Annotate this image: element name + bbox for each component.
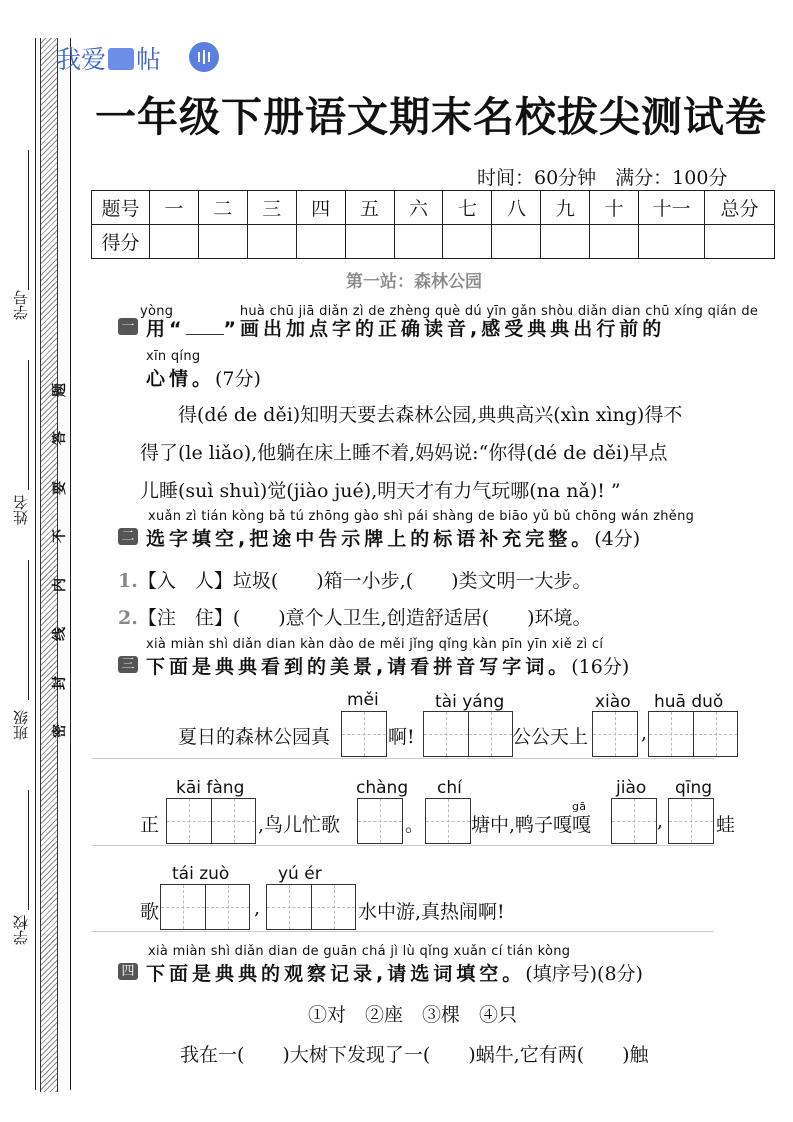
student-id-label: 学号 [12,290,30,320]
q4-pinyin: xià miàn shì diǎn dian de guān chá jì lù qǐng xuǎn cí tián kòng [148,944,571,959]
grid-cell[interactable] [311,885,355,929]
q3-score: (16分) [571,656,630,678]
q3-number: 三 [118,656,138,673]
q3-instruction [146,652,629,679]
q1-instruction-2 [146,364,261,391]
q3-row2-text: ,鸟儿忙歌 [258,814,341,836]
q2-item-1-number: 1. [118,570,138,592]
table-cell: 三 [247,191,296,225]
q3-pinyin-taiyang: tài yáng [435,692,505,712]
q4-sentence-line[interactable]: 我在一( )大树下发现了一( )蜗牛,它有两( )触 [180,1044,649,1066]
q3-pinyin-qing: qīng [675,778,713,798]
score-cell[interactable] [198,225,247,259]
q2-item-1[interactable] [118,566,592,593]
q3-row2-text: 塘中,鸭子嘎嘎 [471,814,592,836]
seal-char: 题 [52,383,68,397]
q3-text: 下面是典典看到的美景,请看拼音写字词。 [146,656,572,678]
q3-pinyin-huaduo: huā duǒ [654,692,724,712]
q2-score: (4分) [594,528,641,550]
q3-pinyin-chang: chàng [356,778,409,798]
q3-row1-text: 夏日的森林公园真 [178,726,331,748]
q3-row2-text: 。 [405,814,425,836]
writing-grid[interactable] [166,798,256,844]
q1-text-b: ”画出加点字的正确读音,感受典典出行前的 [223,318,666,340]
table-cell: 得分 [92,225,150,259]
grid-cell[interactable] [612,799,656,843]
score-cell[interactable] [705,225,775,259]
binding-line [70,38,71,1090]
score-cell[interactable] [149,225,198,259]
q1-passage-line[interactable]: 得了(le liǎo),他躺在床上睡不着,妈妈说:“你得(dé de děi)早点 [140,442,668,464]
table-cell: 六 [394,191,443,225]
table-cell: 九 [541,191,590,225]
school-label: 学校 [12,915,30,945]
name-line [28,360,29,490]
table-cell: 八 [492,191,541,225]
logo-circle-icon [189,42,219,72]
school-line [28,790,29,910]
q3-pinyin-ga: gā [572,800,587,813]
q3-comma: , [657,810,664,832]
q1-text-2: 心情。 [146,368,216,390]
table-cell: 十一 [639,191,705,225]
writing-grid[interactable] [357,798,403,844]
seal-char: 封 [52,676,68,690]
section-station-title: 第一站：森林公园 [346,272,482,292]
q4-instruction [146,959,643,986]
q3-pinyin-taizuo: tái zuò [172,864,230,884]
writing-grid[interactable] [668,798,714,844]
writing-grid[interactable] [611,798,657,844]
q2-item-1-text: 【入 人】垃圾( )箱一小步,( )类文明一大步。 [137,570,592,592]
table-cell: 二 [198,191,247,225]
q3-pinyin: xià miàn shì diǎn dian kàn dào de měi jǐng qǐng kàn pīn yīn xiě zì cí [146,637,604,652]
class-label: 班级 [12,710,30,740]
q1-score: (7分) [215,368,261,390]
q1-instruction [146,314,665,341]
grid-cell[interactable] [468,712,512,756]
writing-grid[interactable] [266,884,356,930]
writing-grid[interactable] [592,711,638,757]
score-cell[interactable] [247,225,296,259]
grid-cell[interactable] [342,712,386,756]
q2-item-2[interactable] [118,603,592,630]
grid-cell[interactable] [693,712,737,756]
q1-blank [186,334,224,335]
table-cell: 四 [296,191,345,225]
grid-cell[interactable] [205,885,249,929]
seal-char: 密 [52,724,68,738]
student-id-line [28,150,29,290]
q4-text: 下面是典典的观察记录,请选词填空。 [146,963,526,985]
name-label: 姓名 [12,495,30,525]
score-table-header-row [92,191,775,225]
class-line [28,560,29,700]
q1-text-a: 用“ [146,318,186,340]
writing-grid[interactable] [648,711,738,757]
q3-row1-text: 公公天上 [512,726,589,748]
writing-grid[interactable] [341,711,387,757]
q1-passage-line[interactable]: 儿睡(suì shuì)觉(jiào jué),明天才有力气玩哪(na nǎ)! ” [140,480,621,502]
q3-row3-text: 水中游,真热闹啊! [358,901,505,923]
divider [92,758,714,759]
seal-char: 答 [52,431,68,445]
score-table [91,190,775,259]
q3-pinyin-jiao: jiào [616,778,647,798]
q1-pinyin: yòng huà chū jiā diǎn zì de zhèng què dú yīn gǎn shòu diǎn dian chū xíng qián de [140,304,759,319]
q4-options: ①对 ②座 ③棵 ④只 [308,1004,518,1026]
seal-char: 不 [52,529,68,543]
grid-cell[interactable] [167,799,211,843]
table-cell: 一 [149,191,198,225]
binding-hatch-strip [40,38,58,1092]
score-cell[interactable] [394,225,443,259]
q3-pinyin-kaifang: kāi fàng [176,778,245,798]
q3-row2-text: 正 [140,814,160,836]
table-cell: 总分 [705,191,775,225]
grid-cell[interactable] [358,799,402,843]
score-cell[interactable] [639,225,705,259]
watermark-logo [56,40,161,76]
score-cell[interactable] [296,225,345,259]
q3-row1-text: 啊! [388,726,415,748]
score-cell[interactable] [345,225,394,259]
q3-comma: , [254,897,261,919]
logo-text: 我爱 [56,45,107,74]
q3-comma: , [641,722,648,744]
divider [92,931,714,932]
q3-row3-text: 歌 [140,901,160,923]
logo-text-2: 帖 [136,45,162,74]
score-cell[interactable] [492,225,541,259]
writing-grid[interactable] [425,798,471,844]
writing-grid[interactable] [160,884,250,930]
exam-meta: 时间：60分钟 满分：100分 [477,167,728,189]
grid-cell[interactable] [649,712,693,756]
seal-char: 内 [52,578,68,592]
seal-char: 线 [52,627,68,641]
q3-pinyin-chi: chí [437,778,462,798]
q2-text: 选字填空,把途中告示牌上的标语补充完整。 [146,528,595,550]
q1-pinyin-2: xīn qíng [146,349,201,364]
q1-passage-line[interactable]: 得(dé de děi)知明天要去森林公园,典典高兴(xìn xìng)得不 [140,404,683,426]
q4-number: 四 [118,963,138,980]
grid-cell[interactable] [424,712,468,756]
grid-cell[interactable] [211,799,255,843]
page-title: 一年级下册语文期末名校拔尖测试卷 [95,93,767,141]
table-cell: 五 [345,191,394,225]
q2-pinyin: xuǎn zì tián kòng bǎ tú zhōng gào shì pái shàng de biāo yǔ bǔ chōng wán zhěng [148,509,695,524]
grid-cell[interactable] [426,799,470,843]
q1-number: 一 [118,318,138,335]
grid-cell[interactable] [161,885,205,929]
table-cell: 十 [590,191,639,225]
q3-pinyin-xiao: xiào [595,692,631,712]
q3-pinyin-yuer: yú ér [278,864,322,884]
grid-cell[interactable] [593,712,637,756]
writing-grid[interactable] [423,711,513,757]
q2-item-2-text: 【注 住】( )意个人卫生,创造舒适居( )环境。 [137,607,592,629]
q2-item-2-number: 2. [118,607,138,629]
grid-cell[interactable] [267,885,311,929]
binding-line [35,38,36,1090]
table-cell: 题号 [92,191,150,225]
q3-row2-text: 蛙 [716,814,736,836]
table-cell: 七 [443,191,492,225]
q3-pinyin-mei: měi [347,690,379,710]
q2-instruction [146,524,640,551]
q4-score: (填序号)(8分) [525,963,643,985]
divider [92,845,714,846]
score-cell[interactable] [590,225,639,259]
seal-char: 要 [52,481,68,495]
score-cell[interactable] [443,225,492,259]
q2-number: 二 [118,528,138,545]
score-table-score-row [92,225,775,259]
grid-cell[interactable] [669,799,713,843]
score-cell[interactable] [541,225,590,259]
logo-tag-icon [108,48,134,70]
